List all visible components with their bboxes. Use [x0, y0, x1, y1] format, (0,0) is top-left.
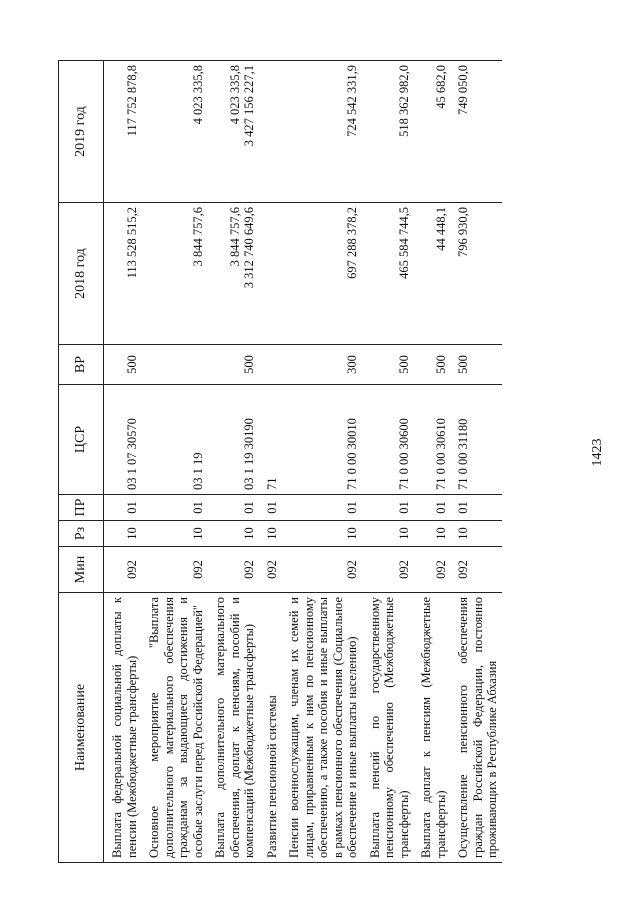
- row-min: 092: [413, 547, 450, 593]
- row-2019: [259, 61, 282, 203]
- table-row: [104, 61, 142, 863]
- header-2018: 2018 год: [59, 203, 104, 345]
- row-2018: [207, 203, 259, 345]
- row-name: Выплата пенсий по государственному пенсионному обеспечению (Межбюджетные трансферты): [362, 593, 414, 863]
- row-rz: 10: [104, 521, 142, 547]
- row-name: Выплата дополнительного материального обеспечения, доплат к пенсиям, пособий и компенсаций (Межбюджетные трансферты): [207, 593, 259, 863]
- row-2018: 113 528 515,2: [104, 203, 142, 345]
- row-csr: 71 0 00 30010: [281, 385, 362, 495]
- row-min: 092: [450, 547, 502, 593]
- row-csr: 03 1 19 30190: [207, 385, 259, 495]
- row-pr: 01: [450, 495, 502, 521]
- table-row: [259, 61, 282, 863]
- row-2019: 45 682,0: [413, 61, 450, 203]
- table-row: [281, 61, 362, 863]
- row-rz: 10: [207, 521, 259, 547]
- row-name: Осуществление пенсионного обеспечения граждан Российской Федерации, постоянно проживающих в Республике Абхазия: [450, 593, 502, 863]
- row-pr: 01: [207, 495, 259, 521]
- row-csr: 03 1 07 30570: [104, 385, 142, 495]
- row-rz: 10: [413, 521, 450, 547]
- page-number: 1423: [590, 438, 605, 467]
- header-csr: ЦСР: [59, 385, 104, 495]
- row-csr: 71: [259, 385, 282, 495]
- row-2018-value: 3 844 757,6: [227, 207, 242, 267]
- table-row: [362, 61, 414, 863]
- row-pr: 01: [141, 495, 207, 521]
- header-rz: Рз: [59, 521, 104, 547]
- row-pr: 01: [259, 495, 282, 521]
- row-2018: 44 448,1: [413, 203, 450, 345]
- row-min: 092: [259, 547, 282, 593]
- row-name: Развитие пенсионной системы: [259, 593, 282, 863]
- row-vr: 500: [450, 345, 502, 385]
- header-vr: ВР: [59, 345, 104, 385]
- row-pr: 01: [104, 495, 142, 521]
- row-2018: 796 930,0: [450, 203, 502, 345]
- row-csr: 71 0 00 31180: [450, 385, 502, 495]
- header-name: Наименование: [59, 593, 104, 863]
- row-name: Выплата федеральной социальной доплаты к пенсии (Межбюджетные трансферты): [104, 593, 142, 863]
- row-vr: [141, 345, 207, 385]
- row-2019: [207, 61, 259, 203]
- row-vr: [259, 345, 282, 385]
- row-min: 092: [281, 547, 362, 593]
- row-csr: 71 0 00 30610: [413, 385, 450, 495]
- row-2019: 724 542 331,9: [281, 61, 362, 203]
- row-pr: 01: [362, 495, 414, 521]
- row-2018: 3 844 757,6: [141, 203, 207, 345]
- table-row: [141, 61, 207, 863]
- row-rz: 10: [259, 521, 282, 547]
- row-name: Пенсии военнослужащим, членам их семей и лицам, приравненным к ним по пенсионному обеспечению, а также пособия и иные выплаты в рамках пенсионного обеспечения (Социальное обеспечение и иные выплаты населению): [281, 593, 362, 863]
- row-2018: 697 288 378,2: [281, 203, 362, 345]
- table-row: [207, 61, 259, 863]
- header-min: Мин: [59, 547, 104, 593]
- row-vr: 300: [281, 345, 362, 385]
- row-name: Выплата доплат к пенсиям (Межбюджетные трансферты): [413, 593, 450, 863]
- row-rz: 10: [281, 521, 362, 547]
- row-2019: 4 023 335,8: [141, 61, 207, 203]
- row-2018: [259, 203, 282, 345]
- row-vr: 500: [413, 345, 450, 385]
- row-2019: 117 752 878,8: [104, 61, 142, 203]
- row-2019-value: 4 023 335,8: [227, 65, 242, 125]
- row-min: 092: [362, 547, 414, 593]
- table-header-row: [59, 61, 104, 863]
- table-row: [450, 61, 502, 863]
- row-name: Основное мероприятие "Выплата дополнительного материального обеспечения гражданам за выдающиеся достижения и особые заслуги перед Российской Федерацией": [141, 593, 207, 863]
- row-vr: 500: [104, 345, 142, 385]
- header-2019: 2019 год: [59, 61, 104, 203]
- row-csr: 03 1 19: [141, 385, 207, 495]
- row-2018-value-next: 3 312 740 649,6: [242, 207, 256, 289]
- row-rz: 10: [362, 521, 414, 547]
- row-pr: 01: [413, 495, 450, 521]
- row-min: 092: [104, 547, 142, 593]
- row-2019: 749 050,0: [450, 61, 502, 203]
- header-pr: ПР: [59, 495, 104, 521]
- row-2018: 465 584 744,5: [362, 203, 414, 345]
- row-pr: 01: [281, 495, 362, 521]
- row-2019-value-next: 3 427 156 227,1: [242, 65, 256, 147]
- row-min: 092: [141, 547, 207, 593]
- row-2019: 518 362 982,0: [362, 61, 414, 203]
- table-row: [413, 61, 450, 863]
- row-min: 092: [207, 547, 259, 593]
- row-vr: 500: [207, 345, 259, 385]
- row-csr: 71 0 00 30600: [362, 385, 414, 495]
- row-vr: 500: [362, 345, 414, 385]
- row-rz: 10: [450, 521, 502, 547]
- budget-table: [58, 60, 502, 863]
- row-rz: 10: [141, 521, 207, 547]
